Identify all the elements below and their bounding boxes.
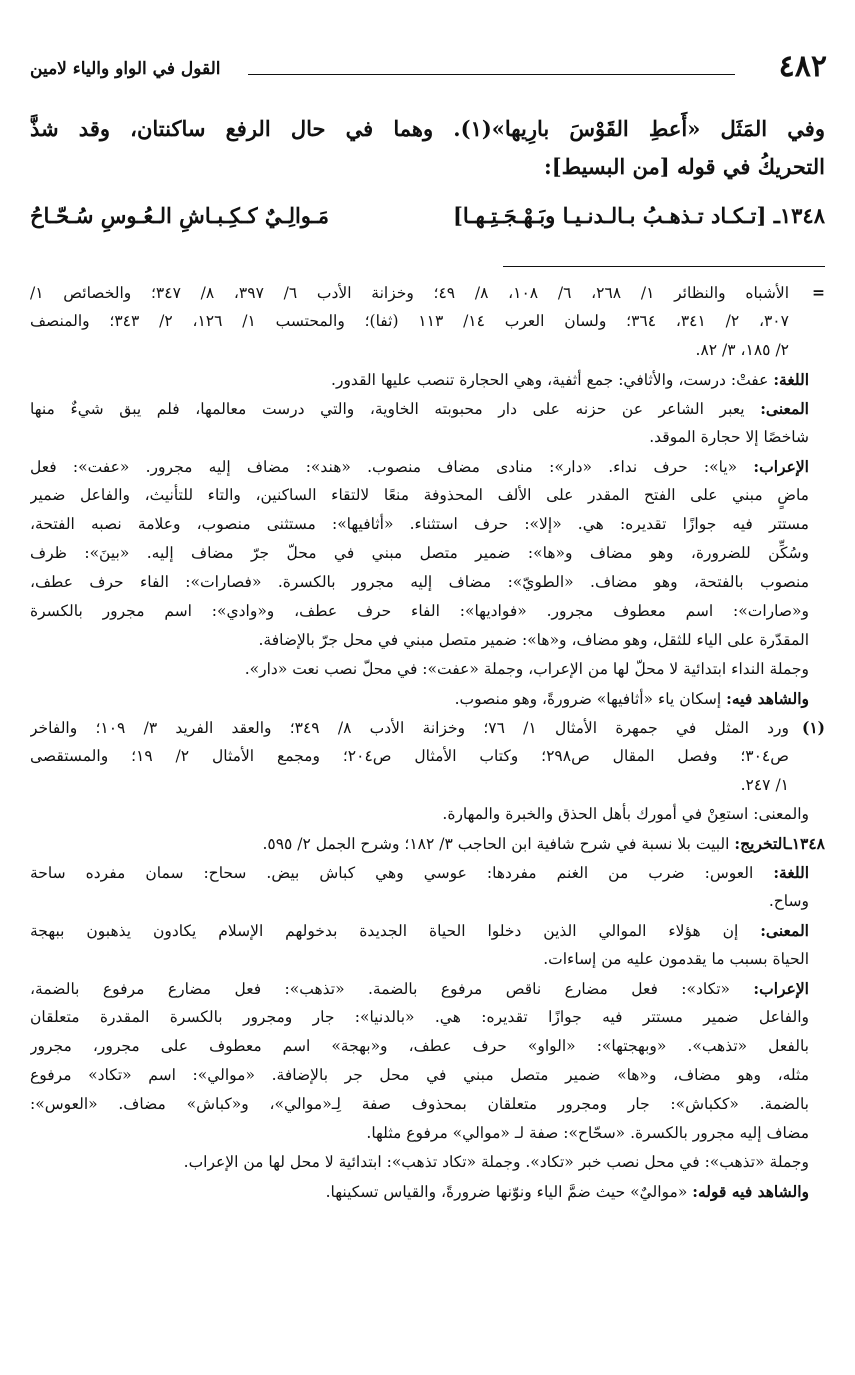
footnote-line: ماضٍ مبني على الفتح المقدر على الألف المحذوفة منعًا لالتقاء الساكنين، والتاء للتأنيث، والفاعل ضمير (30, 486, 809, 504)
section-label: اللغة: (773, 863, 809, 882)
footnote-line: ٣٠٧، ٢/ ٣٤١، ٣٦٤؛ ولسان العرب ١٤/ ١١٣ (ثفا)؛ والمحتسب ١/ ١٢٦، ٢/ ٣٤٣؛ والمنصف (30, 312, 789, 330)
footnote-line: مضاف إليه مجرور بالكسرة. «سحّاح»: صفة لـ «موالي» مرفوع مثلها. (366, 1124, 809, 1142)
footnotes (30, 278, 825, 1206)
footnote-line: اللغة: العوس: ضرب من الغنم مفردها: عوسي وهي كباش بيض. سحاح: سمان مفرده ساحة (30, 863, 809, 882)
main-line: التحريكُ في قوله [من البسيط]: (543, 154, 825, 179)
verse-ref-marker: ١٣٤٨ـ (787, 834, 825, 853)
verse-number: ١٣٤٨ـ (773, 203, 825, 228)
section-label: المعنى: (760, 399, 809, 418)
footnote-line: شاخصًا إلا حجارة الموقد. (649, 428, 809, 446)
poetry-verse (30, 196, 825, 236)
footnote-line: وجملة النداء ابتدائية لا محلّ لها من الإعراب، وجملة «عفت»: في محلّ نصب نعت «دار». (244, 660, 809, 678)
footnote-line: منصوب بالفتحة، وهو مضاف. «الطويّ»: مضاف إليه مجرور بالكسرة. «فصارات»: الفاء حرف عطف، (30, 573, 809, 591)
page-header (30, 48, 827, 88)
running-head: القول في الواو والياء لامين (30, 59, 221, 79)
footnote-line: الإعراب: «تكاد»: فعل مضارع ناقص مرفوع بالضمة. «تذهب»: فعل مضارع مرفوع بالضمة، (30, 979, 809, 998)
footnote-line: المعنى: إن هؤلاء الموالي الذين دخلوا الحياة الجديدة بدخولهم الإسلام يكادون يذهبون ببهجة (30, 921, 809, 940)
section-label: والشاهد فيه: (726, 689, 809, 708)
footnote-line: مستتر فيه جوازًا تقديره: هي. «إلا»: حرف استثناء. «أثافيها»: مستثنى منصوب، وعلامة نصبه الفتحة، (30, 515, 809, 533)
footnote-line: والمعنى: استعِنْ في أمورك بأهل الحذق والخبرة والمهارة. (442, 805, 809, 823)
footnote-line: والفاعل ضمير مستتر فيه جوازًا تقديره: هي. «بالدنيا»: جار ومجرور بالكسرة المقدرة متعلقان (30, 1008, 809, 1026)
footnote-line: (١)ورد المثل في جمهرة الأمثال ١/ ٧٦؛ وخزانة الأدب ٨/ ٣٤٩؛ والعقد الفريد ٣/ ١٠٩؛ والفاخر (30, 713, 825, 742)
verse-first-hemistich: ١٣٤٨ـ [تـكـاد تـذهـبُ بـالـدنـيـا وبَـهْـجَـتِـهـا] (452, 203, 825, 228)
main-text (30, 110, 825, 186)
footnote-line: مثله، وهو مضاف، و«ها» ضمير متصل مبني في محل جر بالإضافة. «موالي»: اسم «تكاد» مرفوع (30, 1066, 809, 1084)
footnote-line: وجملة «تذهب»: في محل نصب خبر «تكاد». وجملة «تكاد تذهب»: ابتدائية لا محل لها من الإعراب. (183, 1153, 809, 1171)
footnote-line: المعنى: يعبر الشاعر عن حزنه على دار محبوبته الخاوية، والتي درست معالمها، فلم يبق شيءٌ منها (30, 399, 809, 418)
footnote-line: ١٣٤٨ـالتخريج: البيت بلا نسبة في شرح شافية ابن الحاجب ٣/ ١٨٢؛ وشرح الجمل ٢/ ٥٩٥. (262, 834, 825, 853)
footnote-line: =الأشباه والنظائر ١/ ٢٦٨، ٦/ ١٠٨، ٨/ ٤٩؛ وخزانة الأدب ٦/ ٣٩٧، ٨/ ٣٤٧؛ والخصائص ١/ (30, 278, 825, 307)
footnote-marker: (١) (801, 718, 825, 737)
section-label: التخريج: (734, 834, 788, 853)
section-label: والشاهد فيه قوله: (692, 1182, 809, 1201)
footnote-line: و«صارات»: اسم معطوف مجرور. «فواديها»: الفاء حرف عطف، و«وادي»: اسم مجرور بالكسرة (30, 602, 809, 620)
footnote-line: والشاهد فيه قوله: «مواليٌ» حيث ضمَّ الياء ونوّنها ضرورةً، والقياس تسكينها. (325, 1182, 809, 1201)
footnote-line: وسُكِّن للضرورة، وهو مضاف و«ها»: ضمير متصل مبني في محلّ جرّ مضاف إليه. «بينَ»: ظرف (30, 544, 809, 562)
footnote-line: والشاهد فيه: إسكان ياء «أثافيها» ضرورةً، وهو منصوب. (454, 689, 809, 708)
main-line: وفي المَثَل «أَعطِ القَوْسَ بارِيها»(١). وهما في حال الرفع ساكنتان، وقد شذَّ (30, 116, 825, 141)
page-number: ٤٨٢ (778, 49, 827, 84)
section-label: الإعراب: (753, 979, 809, 998)
continuation-marker: = (812, 283, 825, 302)
section-label: المعنى: (760, 921, 809, 940)
section-label: اللغة: (773, 370, 809, 389)
footnote-line: ٢/ ١٨٥، ٣/ ٨٢. (695, 341, 789, 359)
footnote-line: بالفعل «تذهب». «وبهجتها»: «الواو» حرف عطف، و«بهجة» اسم معطوف على مجرور، مجرور (30, 1037, 809, 1055)
verse-second-hemistich: مَـوالِـيٌ كـكِـبـاشِ الـعُـوسِ سُـحّـاحُ (30, 203, 330, 228)
footnote-line: المقدّرة على الياء للثقل، وهو مضاف، و«ها»: ضمير متصل مبني في محل جرّ بالإضافة. (258, 631, 809, 649)
footnote-line: ص٣٠٤؛ وفصل المقال ص٢٩٨؛ وكتاب الأمثال ص٢٠٤؛ ومجمع الأمثال ٢/ ١٩؛ والمستقصى (30, 747, 790, 765)
footnote-line: الإعراب: «يا»: حرف نداء. «دار»: منادى مضاف منصوب. «هند»: مضاف إليه مجرور. «عفت»: فعل (30, 457, 809, 476)
footnote-line: ١/ ٢٤٧. (740, 776, 789, 794)
section-label: الإعراب: (753, 457, 809, 476)
header-rule (248, 74, 735, 75)
footnote-line: بالضمة. «ككباش»: جار ومجرور متعلقان بمحذوف صفة لِـ«موالي»، و«كباش» مضاف. «العوس»: (30, 1095, 809, 1113)
footnote-line: الحياة بسبب ما يقدمون عليه من إساءات. (543, 950, 809, 968)
footnote-rule (503, 266, 825, 267)
footnote-line: اللغة: عفتْ: درست، والأثافي: جمع أثفية، وهي الحجارة تنصب عليها القدور. (331, 370, 809, 389)
footnote-line: وساح. (768, 892, 809, 910)
